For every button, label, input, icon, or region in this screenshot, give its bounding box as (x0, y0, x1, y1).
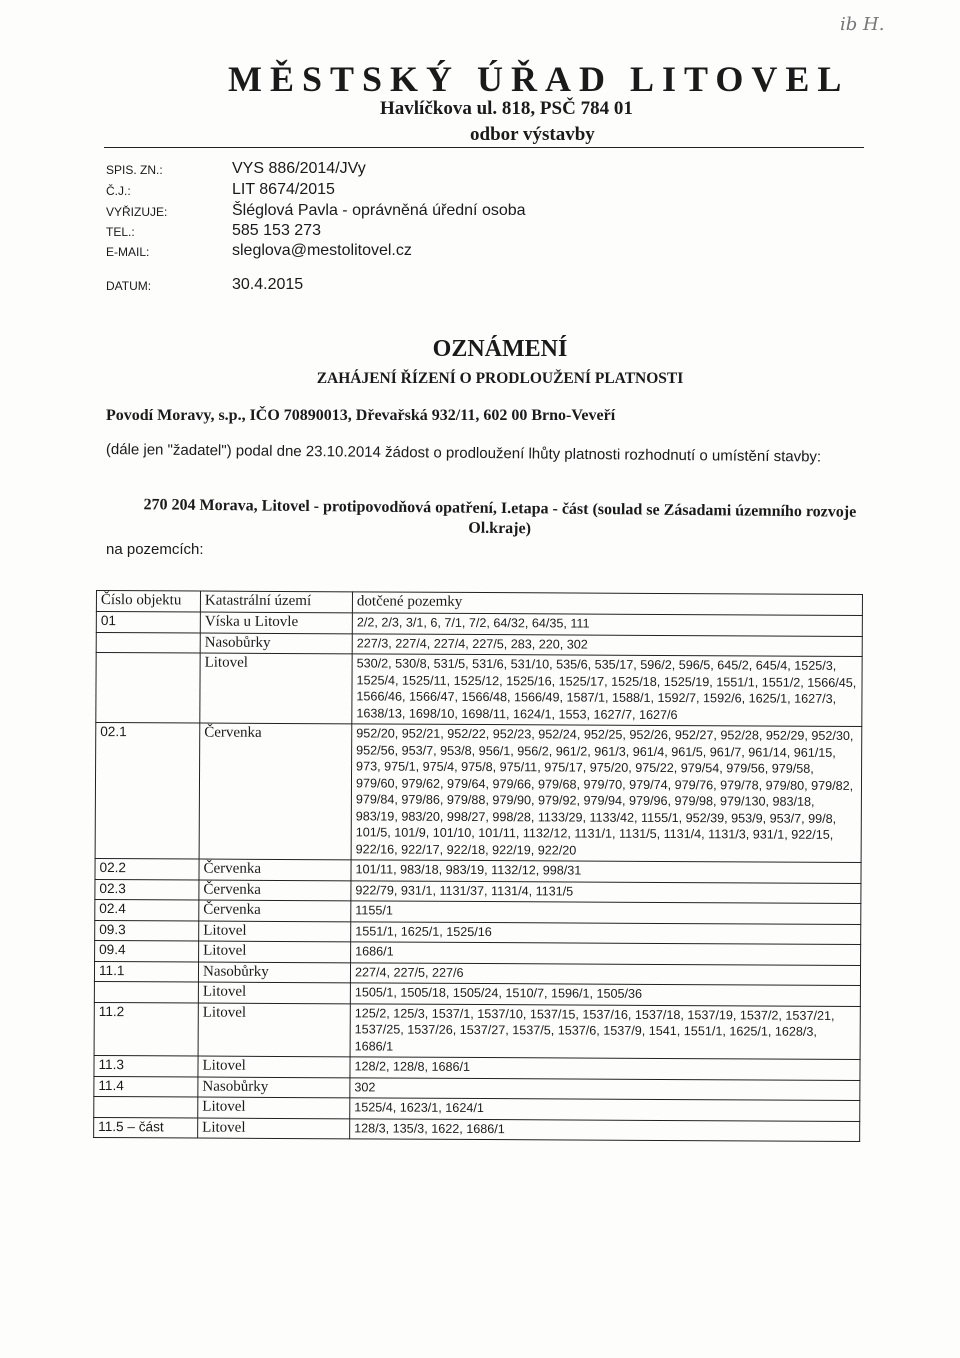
notice-subheading: ZAHÁJENÍ ŘÍZENÍ O PRODLOUŽENÍ PLATNOSTI (316, 370, 684, 387)
plots-intro: na pozemcích: (106, 541, 204, 558)
affected-plots: 2/2, 2/3, 3/1, 6, 7/1, 7/2, 64/32, 64/35, 111 (352, 613, 862, 636)
applicant-line: Povodí Moravy, s.p., IČO 70890013, Dřevařská 932/11, 602 00 Brno-Veveří (106, 407, 616, 424)
cadastral-area: Červenka (199, 723, 352, 860)
meta-label: VYŘIZUJE: (106, 205, 168, 219)
meta-label: Č.J.: (106, 184, 131, 198)
cadastral-area: Víska u Litovle (200, 612, 352, 633)
affected-plots: 1686/1 (351, 942, 861, 965)
affected-plots: 1525/4, 1623/1, 1624/1 (350, 1098, 860, 1121)
object-number: 11.2 (94, 1002, 198, 1056)
header-affected-plots: dotčené pozemky (352, 592, 862, 616)
meta-label: DATUM: (106, 279, 152, 293)
affected-plots: 302 (350, 1077, 860, 1100)
cadastral-area: Litovel (198, 1118, 350, 1139)
table-row (96, 653, 862, 727)
object-number: 11.1 (94, 961, 198, 982)
affected-plots: 1551/1, 1625/1, 1525/16 (351, 921, 861, 944)
object-number (96, 653, 200, 724)
cadastral-area: Litovel (200, 653, 352, 724)
affected-plots: 125/2, 125/3, 1537/1, 1537/10, 1537/15, 1537/16, 1537/18, 1537/19, 1537/2, 1537/21, 1537/25, 1537/26, 1537/27, 1537/5, 1537/6, 1537/9, 1541, 1551/1, 1625/1, 1628/3, 1686/1 (350, 1003, 860, 1059)
meta-value: Šléglová Pavla - oprávněná úřední osoba (232, 202, 526, 219)
request-text: (dále jen "žadatel") podal dne 23.10.2014 žádost o prodloužení lhůty platnosti rozhodnutí o umístění stavby: (105, 440, 822, 466)
object-number: 02.4 (95, 899, 199, 920)
cadastral-area: Červenka (199, 880, 351, 901)
office-address: Havlíčkova ul. 818, PSČ 784 01 (380, 98, 633, 119)
cadastral-area: Červenka (199, 900, 351, 921)
cadastral-area: Litovel (198, 1097, 350, 1118)
affected-plots: 128/3, 135/3, 1622, 1686/1 (350, 1118, 860, 1141)
meta-label: E-MAIL: (106, 245, 150, 259)
object-number: 09.4 (95, 940, 199, 961)
meta-value: LIT 8674/2015 (232, 181, 335, 198)
cadastral-area: Litovel (198, 1003, 350, 1057)
project-name: 270 204 Morava, Litovel - protipovodňová opatření, I.etapa - část (soulad se Zásadami územního rozvoje Ol.kraje) (143, 496, 857, 538)
cadastral-area: Červenka (199, 859, 351, 880)
notice-heading: OZNÁMENÍ (432, 336, 568, 362)
table-row (95, 723, 862, 863)
meta-label: TEL.: (106, 225, 135, 239)
affected-plots: 922/79, 931/1, 1131/37, 1131/4, 1131/5 (351, 880, 861, 903)
object-number: 11.5 – část (94, 1117, 198, 1138)
header-cadastral-area: Katastrální území (200, 591, 352, 613)
header-divider (104, 147, 864, 148)
object-number (94, 1096, 198, 1117)
object-number (96, 632, 200, 653)
object-number: 02.1 (95, 723, 200, 860)
meta-value: VYS 886/2014/JVy (232, 160, 366, 177)
cadastral-area: Nasobůrky (198, 962, 350, 983)
object-number: 09.3 (95, 920, 199, 941)
object-number: 02.3 (95, 879, 199, 900)
object-number: 02.2 (95, 858, 199, 879)
affected-plots: 227/4, 227/5, 227/6 (350, 962, 860, 985)
table-row (94, 1117, 860, 1142)
header-object-number: Číslo objektu (96, 591, 200, 613)
affected-plots: 101/11, 983/18, 983/19, 1132/12, 998/31 (351, 860, 861, 883)
cadastral-area: Litovel (199, 921, 351, 942)
handwritten-mark: ib H. (840, 14, 885, 35)
affected-plots: 952/20, 952/21, 952/22, 952/23, 952/24, 952/25, 952/26, 952/27, 952/28, 952/29, 952/30, 952/56, 953/7, 953/8, 956/1, 956/2, 961/2, 961/3, 961/4, 961/5, 961/7, 961/14, 961/15, 973, 975/1, 975/4, 975/8, 975/11, 975/17, 975/20, 975/22, 979/54, 979/56, 979/58, 979/60, 979/62, 979/64, 979/66, 979/68, 979/70, 979/74, 979/76, 979/78, 979/80, 979/82, 979/84, 979/86, 979/88, 979/90, 979/92, 979/94, 979/96, 979/98, 979/130, 983/18, 983/19, 983/20, 998/27, 998/28, 1133/29, 1133/42, 1155/1, 952/39, 953/9, 953/7, 99/8, 101/5, 101/9, 101/10, 101/11, 1132/12, 1131/1, 1131/5, 1131/4, 1131/3, 931/1, 922/15, 922/16, 922/17, 922/18, 922/19, 922/20 (351, 724, 862, 863)
affected-plots: 1155/1 (351, 901, 861, 924)
object-number: 11.3 (94, 1055, 198, 1076)
office-title: MĚSTSKÝ ÚŘAD LITOVEL (228, 59, 850, 99)
object-number (94, 981, 198, 1002)
affected-plots: 1505/1, 1505/18, 1505/24, 1510/7, 1596/1, 1505/36 (350, 983, 860, 1006)
meta-value: sleglova@mestolitovel.cz (232, 242, 412, 259)
meta-label: SPIS. ZN.: (106, 163, 163, 177)
cadastral-area: Nasobůrky (200, 633, 352, 654)
cadastral-area: Nasobůrky (198, 1077, 350, 1098)
department-name: odbor výstavby (470, 124, 595, 145)
object-number: 11.4 (94, 1076, 198, 1097)
table-row (94, 1002, 860, 1060)
affected-plots: 227/3, 227/4, 227/4, 227/5, 283, 220, 302 (352, 633, 862, 656)
affected-plots: 128/2, 128/8, 1686/1 (350, 1057, 860, 1080)
object-number: 01 (96, 612, 200, 633)
cadastral-area: Litovel (199, 941, 351, 962)
meta-value: 585 153 273 (232, 222, 321, 239)
cadastral-area: Litovel (198, 982, 350, 1003)
meta-value: 30.4.2015 (232, 276, 304, 293)
plots-table (93, 590, 863, 1142)
affected-plots: 530/2, 530/8, 531/5, 531/6, 531/10, 535/6, 535/17, 596/2, 596/5, 645/2, 645/4, 1525/3, 1525/4, 1525/11, 1525/12, 1525/16, 1525/17, 1525/18, 1525/19, 1551/1, 1551/2, 1566/45, 1566/46, 1566/47, 1566/48, 1566/49, 1587/1, 1588/1, 1592/7, 1592/6, 1625/1, 1627/3, 1638/13, 1698/10, 1698/11, 1624/1, 1553, 1627/7, 1627/6 (352, 654, 862, 727)
cadastral-area: Litovel (198, 1056, 350, 1077)
